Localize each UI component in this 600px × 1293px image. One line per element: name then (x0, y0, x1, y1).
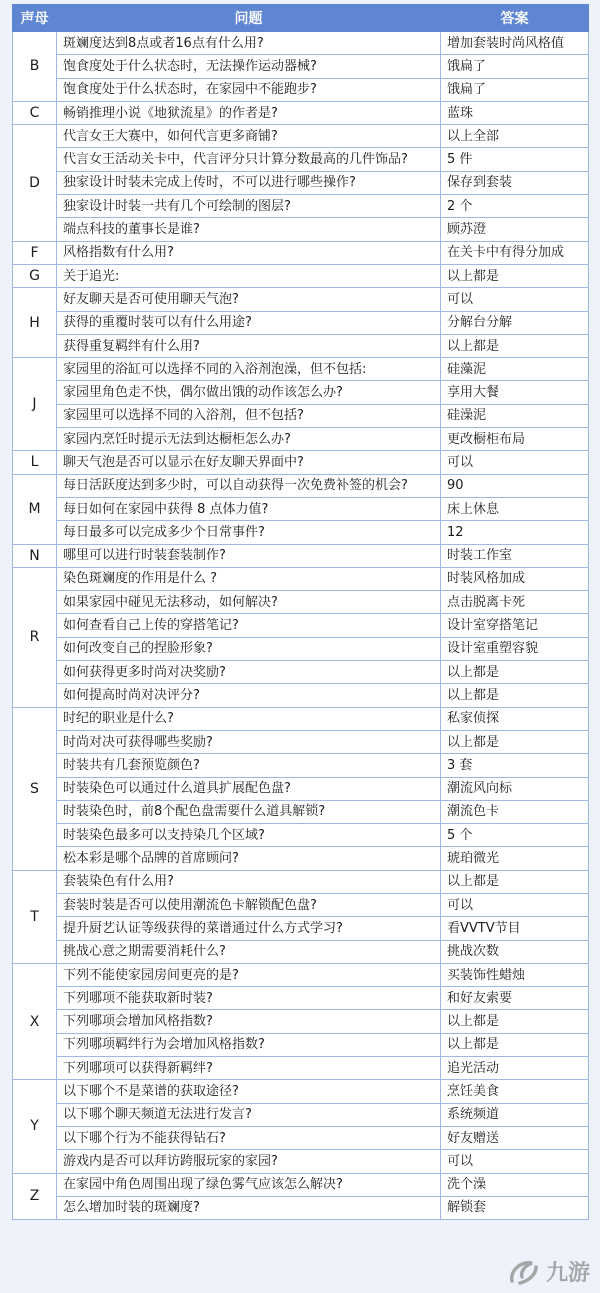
answer-cell: 90 (441, 474, 589, 497)
table-row (13, 963, 589, 986)
question-cell: 如何获得更多时尚对决奖励? (57, 661, 441, 684)
table-row (13, 358, 589, 381)
answer-cell: 享用大餐 (441, 381, 589, 404)
table-row (13, 1196, 589, 1219)
question-cell: 代言女王大赛中，如何代言更多商铺? (57, 125, 441, 148)
question-cell: 时装染色可以通过什么道具扩展配色盘? (57, 777, 441, 800)
question-cell: 端点科技的董事长是谁? (57, 218, 441, 241)
answer-cell: 保存到套装 (441, 171, 589, 194)
question-cell: 饱食度处于什么状态时，在家园中不能跑步? (57, 78, 441, 101)
table-row (13, 171, 589, 194)
initial-letter-cell: C (13, 101, 57, 124)
table-row (13, 824, 589, 847)
table-row (13, 288, 589, 311)
answer-cell: 可以 (441, 1150, 589, 1173)
question-cell: 如何提高时尚对决评分? (57, 684, 441, 707)
answer-cell: 2 个 (441, 195, 589, 218)
answer-cell: 洗个澡 (441, 1173, 589, 1196)
table-row (13, 591, 589, 614)
initial-letter-cell: D (13, 125, 57, 241)
table-row (13, 195, 589, 218)
answer-cell: 3 套 (441, 754, 589, 777)
table-row (13, 521, 589, 544)
question-cell: 获得重复羁绊有什么用? (57, 334, 441, 357)
table-row (13, 101, 589, 124)
question-cell: 时纪的职业是什么? (57, 707, 441, 730)
answer-cell: 硅澡泥 (441, 404, 589, 427)
initial-letter-cell: T (13, 870, 57, 963)
table-row (13, 1033, 589, 1056)
answer-cell: 设计室重塑容貌 (441, 637, 589, 660)
question-cell: 家园里的浴缸可以选择不同的入浴剂泡澡，但不包括: (57, 358, 441, 381)
question-cell: 怎么增加时装的斑斓度? (57, 1196, 441, 1219)
answer-cell: 潮流风向标 (441, 777, 589, 800)
answer-cell: 以上都是 (441, 264, 589, 287)
table-row (13, 754, 589, 777)
answer-cell: 以上都是 (441, 870, 589, 893)
answer-cell: 点击脱离卡死 (441, 591, 589, 614)
table-row (13, 847, 589, 870)
question-cell: 以下哪个行为不能获得钻石? (57, 1126, 441, 1149)
answer-cell: 硅藻泥 (441, 358, 589, 381)
answer-cell: 设计室穿搭笔记 (441, 614, 589, 637)
question-cell: 时装染色最多可以支持染几个区域? (57, 824, 441, 847)
question-cell: 提升厨艺认证等级获得的菜谱通过什么方式学习? (57, 917, 441, 940)
question-cell: 哪里可以进行时装套装制作? (57, 544, 441, 567)
answer-cell: 可以 (441, 288, 589, 311)
table-row (13, 800, 589, 823)
answer-cell: 5 件 (441, 148, 589, 171)
question-cell: 套装染色有什么用? (57, 870, 441, 893)
table-row (13, 544, 589, 567)
initial-letter-cell: L (13, 451, 57, 474)
answer-cell: 潮流色卡 (441, 800, 589, 823)
initial-letter-cell: X (13, 963, 57, 1079)
header-initial: 声母 (13, 5, 57, 32)
table-row (13, 311, 589, 334)
question-cell: 游戏内是否可以拜访跨服玩家的家园? (57, 1150, 441, 1173)
table-row (13, 870, 589, 893)
header-question: 问题 (57, 5, 441, 32)
question-cell: 染色斑斓度的作用是什么 ? (57, 567, 441, 590)
initial-letter-cell: H (13, 288, 57, 358)
table-row (13, 1173, 589, 1196)
question-cell: 时装染色时，前8个配色盘需要什么道具解锁? (57, 800, 441, 823)
question-cell: 每日最多可以完成多少个日常事件? (57, 521, 441, 544)
table-row (13, 567, 589, 590)
question-cell: 下列哪项羁绊行为会增加风格指数? (57, 1033, 441, 1056)
initial-letter-cell: J (13, 358, 57, 451)
table-row (13, 474, 589, 497)
answer-cell: 更改橱柜布局 (441, 428, 589, 451)
table-row (13, 334, 589, 357)
answer-cell: 解锁套 (441, 1196, 589, 1219)
question-cell: 斑斓度达到8点或者16点有什么用? (57, 32, 441, 55)
question-cell: 下列不能使家园房间更亮的是? (57, 963, 441, 986)
table-row (13, 404, 589, 427)
initial-letter-cell: Y (13, 1080, 57, 1173)
initial-letter-cell: N (13, 544, 57, 567)
answer-cell: 追光活动 (441, 1057, 589, 1080)
answer-cell: 以上都是 (441, 1010, 589, 1033)
question-cell: 风格指数有什么用? (57, 241, 441, 264)
table-row (13, 917, 589, 940)
table-row (13, 125, 589, 148)
initial-letter-cell: G (13, 264, 57, 287)
answer-cell: 以上都是 (441, 684, 589, 707)
answer-cell: 买装饰性蜡烛 (441, 963, 589, 986)
question-cell: 代言女王活动关卡中，代言评分只计算分数最高的几件饰品? (57, 148, 441, 171)
question-cell: 以下哪个聊天频道无法进行发言? (57, 1103, 441, 1126)
question-cell: 关于追光: (57, 264, 441, 287)
header-answer: 答案 (441, 5, 589, 32)
question-cell: 家园内烹饪时提示无法到达橱柜怎么办? (57, 428, 441, 451)
table-row (13, 637, 589, 660)
table-row (13, 148, 589, 171)
jiuyou-logo-icon (506, 1255, 542, 1287)
question-cell: 时装共有几套预览颜色? (57, 754, 441, 777)
answer-cell: 时装工作室 (441, 544, 589, 567)
answer-cell: 以上全部 (441, 125, 589, 148)
watermark-text: 九游 (545, 1260, 590, 1286)
table-row (13, 730, 589, 753)
question-cell: 松本彩是哪个品牌的首席顾问? (57, 847, 441, 870)
table-row (13, 32, 589, 55)
table-row (13, 1080, 589, 1103)
question-cell: 如何查看自己上传的穿搭笔记? (57, 614, 441, 637)
table-row (13, 55, 589, 78)
header-row (13, 5, 589, 32)
answer-cell: 和好友索要 (441, 987, 589, 1010)
question-cell: 以下哪个不是菜谱的获取途径? (57, 1080, 441, 1103)
question-cell: 套装时装是否可以使用潮流色卡解锁配色盘? (57, 893, 441, 916)
question-cell: 时尚对决可获得哪些奖励? (57, 730, 441, 753)
table-row (13, 777, 589, 800)
question-cell: 下列哪项不能获取新时装? (57, 987, 441, 1010)
table-row (13, 381, 589, 404)
answer-cell: 以上都是 (441, 1033, 589, 1056)
answer-cell: 分解台分解 (441, 311, 589, 334)
answer-cell: 系统频道 (441, 1103, 589, 1126)
question-cell: 聊天气泡是否可以显示在好友聊天界面中? (57, 451, 441, 474)
table-row (13, 241, 589, 264)
watermark (506, 1255, 590, 1287)
table-row (13, 614, 589, 637)
question-cell: 好友聊天是否可使用聊天气泡? (57, 288, 441, 311)
question-cell: 如果家园中碰见无法移动，如何解决? (57, 591, 441, 614)
question-cell: 如何改变自己的捏脸形象? (57, 637, 441, 660)
table-row (13, 661, 589, 684)
initial-letter-cell: F (13, 241, 57, 264)
question-cell: 每日如何在家园中获得 8 点体力值? (57, 497, 441, 520)
table-row (13, 707, 589, 730)
question-cell: 下列哪项可以获得新羁绊? (57, 1057, 441, 1080)
table-row (13, 893, 589, 916)
table-row (13, 940, 589, 963)
answer-cell: 蓝珠 (441, 101, 589, 124)
answer-cell: 私家侦探 (441, 707, 589, 730)
question-cell: 畅销推理小说《地狱流星》的作者是? (57, 101, 441, 124)
table-row (13, 497, 589, 520)
initial-letter-cell: B (13, 32, 57, 102)
question-cell: 家园里角色走不快，偶尔做出饿的动作该怎么办? (57, 381, 441, 404)
question-cell: 独家设计时装一共有几个可绘制的图层? (57, 195, 441, 218)
table-row (13, 1150, 589, 1173)
answer-cell: 5 个 (441, 824, 589, 847)
table-row (13, 451, 589, 474)
answer-cell: 以上都是 (441, 334, 589, 357)
answer-cell: 挑战次数 (441, 940, 589, 963)
table-row (13, 78, 589, 101)
question-cell: 每日活跃度达到多少时，可以自动获得一次免费补签的机会? (57, 474, 441, 497)
answer-cell: 顾苏澄 (441, 218, 589, 241)
table-row (13, 1057, 589, 1080)
answer-cell: 可以 (441, 893, 589, 916)
initial-letter-cell: Z (13, 1173, 57, 1220)
answer-cell: 以上都是 (441, 661, 589, 684)
question-cell: 饱食度处于什么状态时，无法操作运动器械? (57, 55, 441, 78)
answer-cell: 可以 (441, 451, 589, 474)
answer-cell: 增加套装时尚风格值 (441, 32, 589, 55)
faq-body (13, 32, 589, 1220)
table-row (13, 1103, 589, 1126)
answer-cell: 琥珀微光 (441, 847, 589, 870)
initial-letter-cell: M (13, 474, 57, 544)
initial-letter-cell: S (13, 707, 57, 870)
table-row (13, 1126, 589, 1149)
table-row (13, 218, 589, 241)
question-cell: 挑战心意之期需要消耗什么? (57, 940, 441, 963)
table-row (13, 1010, 589, 1033)
question-cell: 家园里可以选择不同的入浴剂，但不包括? (57, 404, 441, 427)
answer-cell: 看VVTV节目 (441, 917, 589, 940)
answer-cell: 在关卡中有得分加成 (441, 241, 589, 264)
answer-cell: 好友赠送 (441, 1126, 589, 1149)
question-cell: 独家设计时装未完成上传时，不可以进行哪些操作? (57, 171, 441, 194)
answer-cell: 床上休息 (441, 497, 589, 520)
question-cell: 在家园中角色周围出现了绿色雾气应该怎么解决? (57, 1173, 441, 1196)
question-cell: 获得的重覆时装可以有什么用途? (57, 311, 441, 334)
answer-cell: 饿扁了 (441, 78, 589, 101)
initial-letter-cell: R (13, 567, 57, 707)
table-row (13, 987, 589, 1010)
answer-cell: 饿扁了 (441, 55, 589, 78)
answer-cell: 12 (441, 521, 589, 544)
faq-table (12, 4, 589, 1220)
answer-cell: 烹饪美食 (441, 1080, 589, 1103)
table-row (13, 428, 589, 451)
answer-cell: 时装风格加成 (441, 567, 589, 590)
question-cell: 下列哪项会增加风格指数? (57, 1010, 441, 1033)
answer-cell: 以上都是 (441, 730, 589, 753)
table-row (13, 684, 589, 707)
table-row (13, 264, 589, 287)
